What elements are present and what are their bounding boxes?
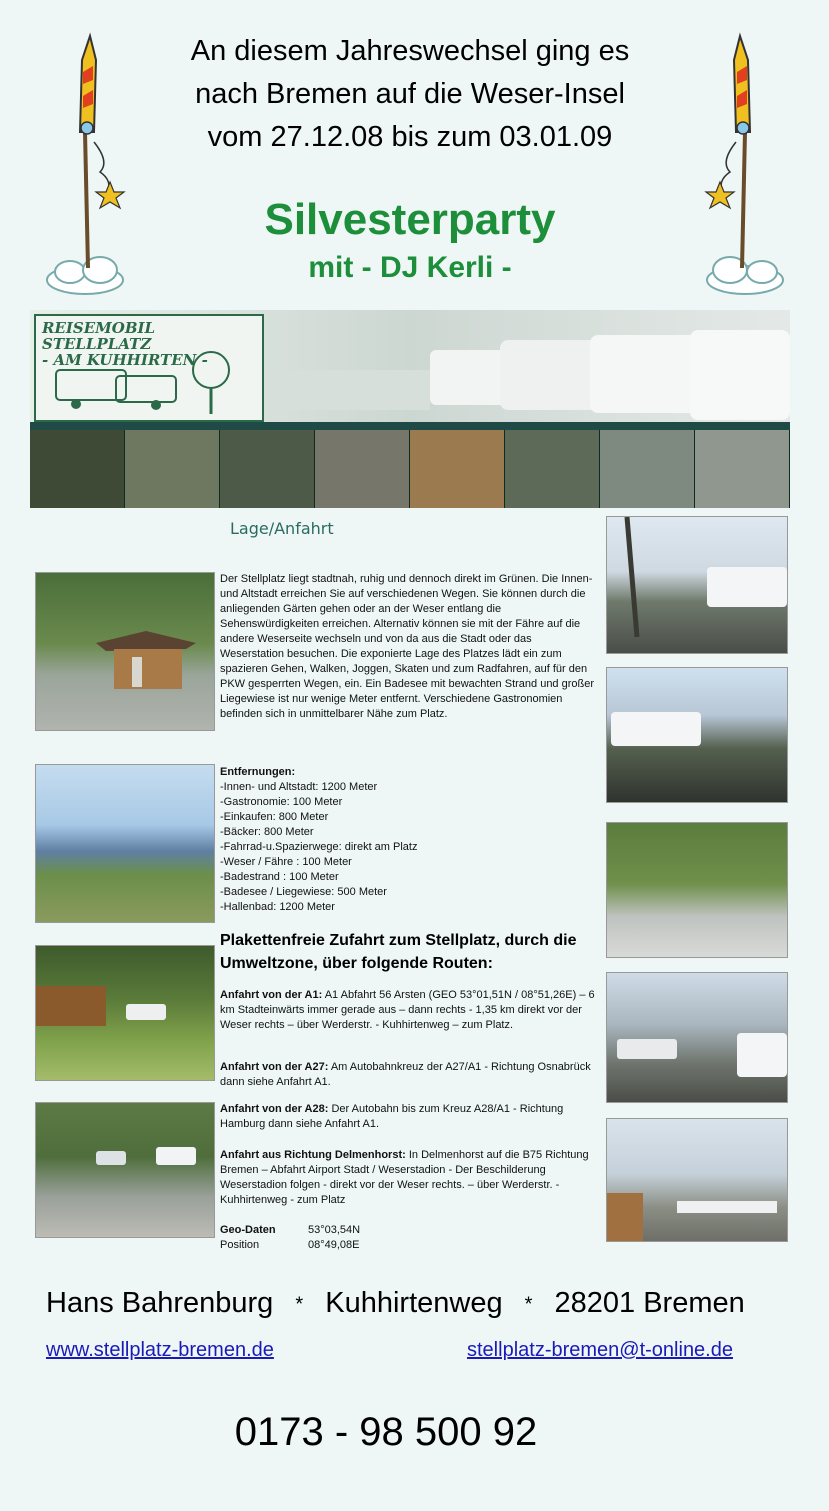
stellplatz-logo <box>34 314 264 422</box>
distance-item: -Einkaufen: 800 Meter <box>220 811 329 823</box>
separator-icon: * <box>295 1293 304 1316</box>
distances-list <box>220 765 598 915</box>
distance-item: -Gastronomie: 100 Meter <box>220 796 343 808</box>
route-a28 <box>220 1102 600 1132</box>
photo-pitch-shelter <box>35 945 215 1081</box>
photo-pitches-summer <box>606 822 788 958</box>
photo-weser-river <box>35 764 215 923</box>
phone-number: 0173 - 98 500 92 <box>234 1410 538 1454</box>
photo-pitches-winter-2 <box>606 667 788 803</box>
route-a27-text: Am Autobahnkreuz der A27/A1 - Richtung Osnabrück dann siehe Anfahrt A1. <box>220 1061 591 1088</box>
banner-image <box>30 310 790 508</box>
route-a1-text: A1 Abfahrt 56 Arsten (GEO 53°01,51N / 08°51,26E) – 6 km Stadteinwärts immer gerade aus – dann rechts - 1,35 km direkt vor der Weser rechts – über Werderstr. - Kuhhirtenweg – zum Platz. <box>220 989 595 1031</box>
routes-heading: Plakettenfreie Zufahrt zum Stellplatz, durch die Umweltzone, über folgende Routen: <box>220 932 577 972</box>
owner-name: Hans Bahrenburg <box>46 1287 274 1319</box>
address-line <box>46 1284 766 1323</box>
distance-item: -Hallenbad: 1200 Meter <box>220 901 335 913</box>
geo-label: Geo-Daten <box>220 1224 276 1236</box>
route-delmenhorst <box>220 1148 600 1208</box>
separator-icon: * <box>524 1293 533 1316</box>
section-title: Lage/Anfahrt <box>230 519 334 538</box>
email-link[interactable]: stellplatz-bremen@t-online.de <box>467 1339 733 1361</box>
banner-photo-strip <box>30 430 790 508</box>
headline-line-3: vom 27.12.08 bis zum 03.01.09 <box>207 121 613 153</box>
route-a1 <box>220 988 600 1033</box>
website-link[interactable]: www.stellplatz-bremen.de <box>46 1339 274 1361</box>
distance-item: -Innen- und Altstadt: 1200 Meter <box>220 781 378 793</box>
motorhome-logo-icon <box>36 350 258 420</box>
city: 28201 Bremen <box>554 1287 745 1319</box>
logo-line-2: - AM KUHHIRTEN - <box>42 351 208 369</box>
banner-divider <box>30 422 790 430</box>
headline-line-1: An diesem Jahreswechsel ging es <box>190 35 630 67</box>
distance-item: -Fahrrad-u.Spazierwege: direkt am Platz <box>220 841 418 853</box>
party-announcement <box>150 192 670 288</box>
party-title: Silvesterparty <box>264 195 556 244</box>
geo-latitude: 53°03,54N <box>308 1224 361 1236</box>
rocket-right-icon <box>700 32 790 302</box>
geo-labels <box>220 1223 310 1253</box>
intro-text: Der Stellplatz liegt stadtnah, ruhig und dennoch direkt im Grünen. Die Innen- und Altstadt erreichen Sie auf verschiedenen Wegen. Sie können durch die anliegenden Gärten gehen oder an der Weser entlang die Sehenswürdigkeiten erreichen. Alternativ können sie mit der Fähre auf die andere Weserseite wechseln und von da aus die Stadt oder das Weserstation besuchen. Die exponierte Lage des Platzes lädt ein zum spazieren Gehen, Walken, Joggen, Skaten und zum Radfahren, auf für den PKW gesperrten Wegen, ein. Ein Badesee mit bewachten Strand und großer Liegewiese ist nur wenige Meter entfernt. Verschiedene Gastronomien befinden sich in unmittelbarer Nähe zum Platz. <box>220 573 595 720</box>
street: Kuhhirtenweg <box>325 1287 503 1319</box>
party-subtitle: mit - DJ Kerli - <box>308 251 512 284</box>
photo-pitches-winter-1 <box>606 516 788 654</box>
photo-pitches-hut <box>606 1118 788 1242</box>
geo-longitude: 08°49,08E <box>308 1239 360 1251</box>
distance-item: -Badestrand : 100 Meter <box>220 871 339 883</box>
distance-item: -Bäcker: 800 Meter <box>220 826 314 838</box>
photo-pitches-winter-3 <box>606 972 788 1103</box>
headline-line-2: nach Bremen auf die Weser-Insel <box>195 78 625 110</box>
logo-line-1: REISEMOBIL STELLPLATZ <box>42 319 156 353</box>
headline <box>150 30 670 159</box>
distance-item: -Badesee / Liegewiese: 500 Meter <box>220 886 387 898</box>
rocket-left-icon <box>40 32 130 302</box>
route-a27-label: Anfahrt von der A27: <box>220 1061 329 1073</box>
photo-service-hut <box>35 572 215 731</box>
position-label: Position <box>220 1239 260 1251</box>
route-a28-label: Anfahrt von der A28: <box>220 1103 329 1115</box>
route-a1-label: Anfahrt von der A1: <box>220 989 323 1001</box>
distance-item: -Weser / Fähre : 100 Meter <box>220 856 352 868</box>
geo-values <box>308 1223 428 1253</box>
distances-title: Entfernungen: <box>220 766 296 778</box>
route-a27 <box>220 1060 600 1090</box>
route-a28-text: Der Autobahn bis zum Kreuz A28/A1 - Richtung Hamburg dann siehe Anfahrt A1. <box>220 1103 564 1130</box>
route-delmenhorst-text: In Delmenhorst auf die B75 Richtung Bremen – Abfahrt Airport Stadt / Weserstadion - Der Beschilderung Weserstadion folgen - direkt vor der Weser rechts. – über Werderstr. - Kuhhirtenweg - zum Platz <box>220 1149 589 1206</box>
photo-access-road <box>35 1102 215 1238</box>
route-delmenhorst-label: Anfahrt aus Richtung Delmenhorst: <box>220 1149 406 1161</box>
